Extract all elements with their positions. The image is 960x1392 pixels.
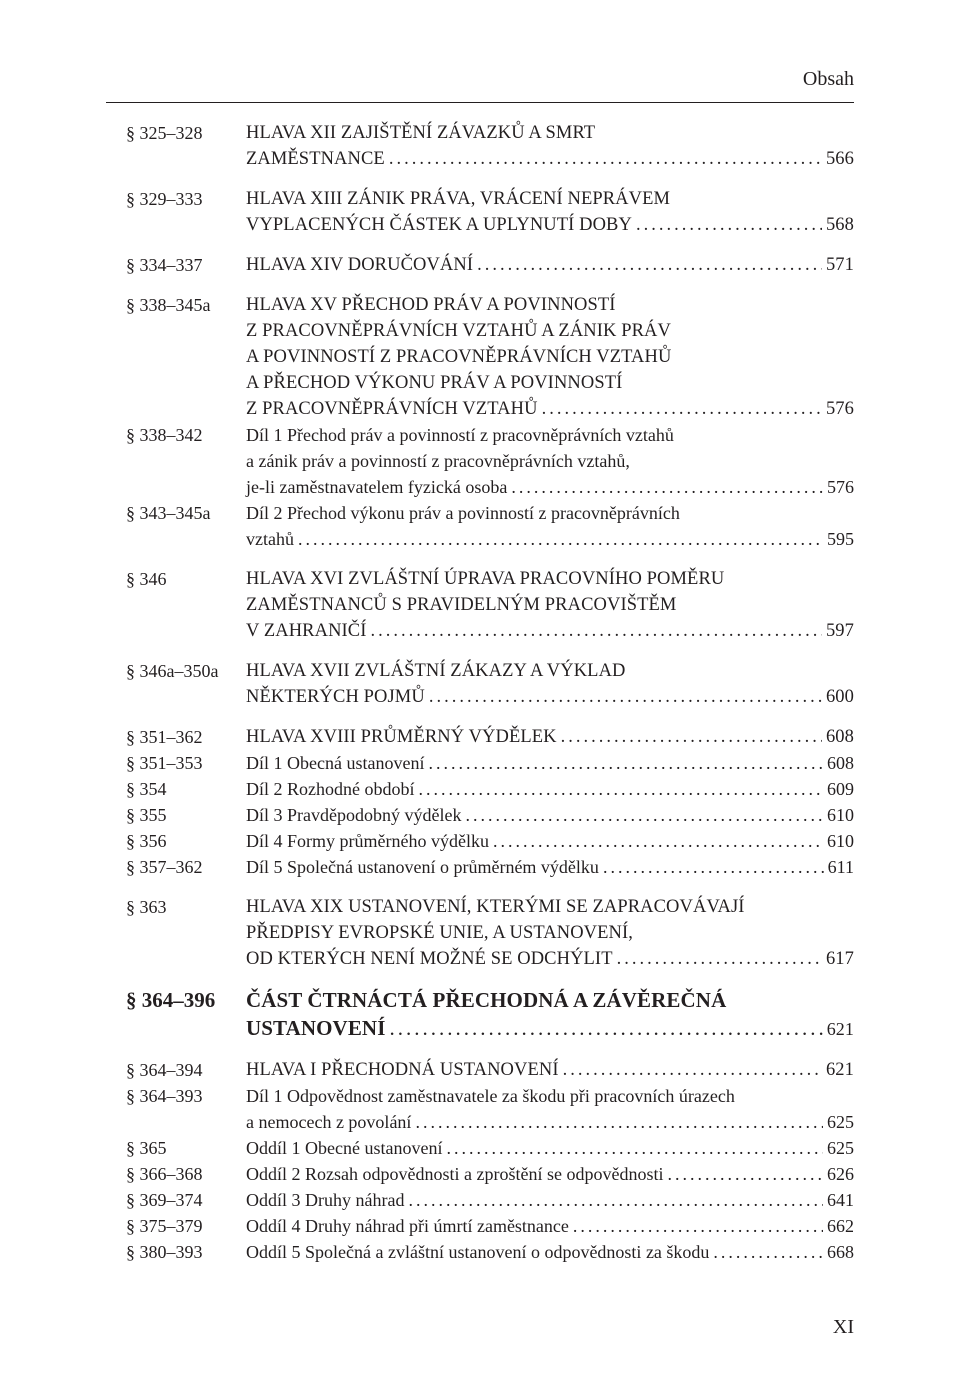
toc-entry[interactable] [126, 986, 854, 1043]
dot-leader [603, 854, 824, 880]
dot-leader [667, 1161, 823, 1187]
entry-title-line: ZAMĚSTNANCE [246, 149, 385, 169]
entry-page-number: 668 [827, 1242, 854, 1262]
toc-entry[interactable] [126, 1239, 854, 1265]
section-range: § 363 [126, 897, 167, 917]
section-range: § 369–374 [126, 1190, 203, 1210]
section-range: § 329–333 [126, 189, 203, 209]
section-range: § 338–342 [126, 425, 203, 445]
entry-page-number: 568 [825, 215, 854, 235]
entry-title-line: HLAVA XVII ZVLÁŠTNÍ ZÁKAZY A VÝKLAD [246, 661, 626, 681]
dot-leader [573, 1213, 823, 1239]
section-range: § 365 [126, 1138, 167, 1158]
dot-leader [371, 618, 822, 644]
section-range: § 343–345a [126, 503, 211, 523]
section-range: § 351–353 [126, 753, 203, 773]
entry-title-line: HLAVA XV PŘECHOD PRÁV A POVINNOSTÍ [246, 295, 616, 315]
dot-leader [493, 828, 823, 854]
section-range: § 325–328 [126, 123, 203, 143]
toc-entry[interactable] [126, 1083, 854, 1135]
table-of-contents [126, 120, 854, 1279]
entry-title-line: VYPLACENÝCH ČÁSTEK A UPLYNUTÍ DOBY [246, 215, 632, 235]
entry-page-number: 576 [825, 399, 854, 419]
entry-page-number: 597 [825, 621, 854, 641]
entry-title-line: HLAVA XIX USTANOVENÍ, KTERÝMI SE ZAPRACOVÁVAJÍ [246, 897, 745, 917]
entry-title-line: Díl 1 Přechod práv a povinností z pracovněprávních vztahů [246, 425, 674, 445]
toc-entry[interactable] [126, 252, 854, 278]
dot-leader [428, 750, 823, 776]
entry-page-number: 611 [827, 857, 854, 877]
toc-entry[interactable] [126, 292, 854, 422]
toc-entry[interactable] [126, 750, 854, 776]
entry-page-number: 610 [827, 831, 854, 851]
entry-title-line: Díl 4 Formy průměrného výdělku [246, 831, 489, 851]
entry-page-number: 576 [827, 477, 854, 497]
entry-title-line: vztahů [246, 529, 294, 549]
section-range: § 346 [126, 569, 167, 589]
entry-title-line: OD KTERÝCH NENÍ MOŽNÉ SE ODCHÝLIT [246, 949, 613, 969]
entry-title-line: PŘEDPISY EVROPSKÉ UNIE, A USTANOVENÍ, [246, 923, 633, 943]
dot-leader [446, 1135, 823, 1161]
section-range: § 375–379 [126, 1216, 203, 1236]
entry-page-number: 600 [825, 687, 854, 707]
section-range: § 364–396 [126, 988, 216, 1012]
entry-title-line: A PŘECHOD VÝKONU PRÁV A POVINNOSTÍ [246, 373, 623, 393]
entry-title-line: ČÁST ČTRNÁCTÁ PŘECHODNÁ A ZÁVĚREČNÁ [246, 988, 727, 1012]
toc-entry[interactable] [126, 186, 854, 238]
entry-title-line: Díl 1 Odpovědnost zaměstnavatele za škodu při pracovních úrazech [246, 1086, 735, 1106]
dot-leader [408, 1187, 823, 1213]
dot-leader [563, 1057, 822, 1083]
section-range: § 355 [126, 805, 167, 825]
section-range: § 364–394 [126, 1060, 203, 1080]
toc-entry[interactable] [126, 776, 854, 802]
toc-entry[interactable] [126, 120, 854, 172]
dot-leader [298, 526, 823, 552]
entry-page-number: 625 [827, 1138, 854, 1158]
dot-leader [429, 684, 822, 710]
entry-page-number: 626 [827, 1164, 854, 1184]
section-range: § 356 [126, 831, 167, 851]
entry-title-line: Oddíl 3 Druhy náhrad [246, 1190, 405, 1210]
toc-entry[interactable] [126, 802, 854, 828]
dot-leader [511, 474, 823, 500]
toc-entry[interactable] [126, 422, 854, 500]
section-range: § 357–362 [126, 857, 203, 877]
entry-title-line: HLAVA XVI ZVLÁŠTNÍ ÚPRAVA PRACOVNÍHO POMĚRU [246, 569, 725, 589]
dot-leader [477, 252, 822, 278]
entry-title-line: a zánik práv a povinností z pracovněprávních vztahů, [246, 451, 630, 471]
running-header: Obsah [802, 68, 854, 90]
toc-entry[interactable] [126, 894, 854, 972]
toc-entry[interactable] [126, 566, 854, 644]
toc-entry[interactable] [126, 828, 854, 854]
toc-entry[interactable] [126, 500, 854, 552]
entry-title-line: Díl 1 Obecná ustanovení [246, 753, 425, 773]
entry-title-line: HLAVA XII ZAJIŠTĚNÍ ZÁVAZKŮ A SMRT [246, 123, 596, 143]
section-range: § 366–368 [126, 1164, 203, 1184]
entry-page-number: 625 [827, 1112, 854, 1132]
header-rule [106, 102, 854, 103]
dot-leader [389, 1014, 822, 1042]
toc-entry[interactable] [126, 854, 854, 880]
entry-title-line: HLAVA I PŘECHODNÁ USTANOVENÍ [246, 1060, 559, 1080]
entry-title-line: Díl 2 Přechod výkonu práv a povinností z pracovněprávních [246, 503, 680, 523]
section-range: § 338–345a [126, 295, 211, 315]
entry-title-line: Oddíl 5 Společná a zvláštní ustanovení o odpovědnosti za škodu [246, 1242, 710, 1262]
entry-page-number: 571 [825, 255, 854, 275]
toc-entry[interactable] [126, 1161, 854, 1187]
section-range: § 351–362 [126, 727, 203, 747]
entry-page-number: 617 [825, 949, 854, 969]
toc-entry[interactable] [126, 1057, 854, 1083]
entry-title-line: HLAVA XVIII PRŮMĚRNÝ VÝDĚLEK [246, 727, 557, 747]
entry-page-number: 621 [826, 1019, 854, 1039]
section-range: § 334–337 [126, 255, 203, 275]
dot-leader [415, 1109, 823, 1135]
entry-page-number: 662 [827, 1216, 854, 1236]
dot-leader [713, 1239, 823, 1265]
entry-page-number: 621 [825, 1060, 854, 1080]
dot-leader [617, 946, 822, 972]
entry-title-line: ZAMĚSTNANCŮ S PRAVIDELNÝM PRACOVIŠTĚM [246, 595, 677, 615]
entry-title-line: je-li zaměstnavatelem fyzická osoba [246, 477, 508, 497]
toc-entry[interactable] [126, 1213, 854, 1239]
entry-title-line: HLAVA XIV DORUČOVÁNÍ [246, 255, 474, 275]
entry-title-line: Díl 5 Společná ustanovení o průměrném výdělku [246, 857, 599, 877]
entry-title-line: Oddíl 1 Obecné ustanovení [246, 1138, 443, 1158]
entry-page-number: 595 [827, 529, 854, 549]
entry-page-number: 610 [827, 805, 854, 825]
toc-entry[interactable] [126, 724, 854, 750]
dot-leader [561, 724, 822, 750]
toc-entry[interactable] [126, 1187, 854, 1213]
dot-leader [542, 396, 822, 422]
entry-page-number: 609 [827, 779, 854, 799]
entry-title-line: USTANOVENÍ [246, 1016, 386, 1040]
entry-title-line: Oddíl 4 Druhy náhrad při úmrtí zaměstnance [246, 1216, 569, 1236]
entry-title-line: Díl 3 Pravděpodobný výdělek [246, 805, 462, 825]
section-range: § 346a–350a [126, 661, 219, 681]
entry-title-line: V ZAHRANIČÍ [246, 621, 367, 641]
section-range: § 380–393 [126, 1242, 203, 1262]
entry-title-line: a nemocech z povolání [246, 1112, 412, 1132]
entry-page-number: 608 [827, 753, 854, 773]
dot-leader [389, 146, 822, 172]
entry-title-line: A POVINNOSTÍ Z PRACOVNĚPRÁVNÍCH VZTAHŮ [246, 347, 672, 367]
dot-leader [465, 802, 823, 828]
entry-page-number: 566 [825, 149, 854, 169]
section-range: § 364–393 [126, 1086, 203, 1106]
entry-title-line: HLAVA XIII ZÁNIK PRÁVA, VRÁCENÍ NEPRÁVEM [246, 189, 671, 209]
page-number: XI [832, 1316, 854, 1338]
entry-title-line: Díl 2 Rozhodné období [246, 779, 415, 799]
entry-title-line: Z PRACOVNĚPRÁVNÍCH VZTAHŮ [246, 399, 538, 419]
toc-entry[interactable] [126, 658, 854, 710]
dot-leader [636, 212, 822, 238]
entry-page-number: 608 [825, 727, 854, 747]
entry-page-number: 641 [827, 1190, 854, 1210]
toc-entry[interactable] [126, 1135, 854, 1161]
dot-leader [419, 776, 824, 802]
section-range: § 354 [126, 779, 167, 799]
entry-title-line: Z PRACOVNĚPRÁVNÍCH VZTAHŮ A ZÁNIK PRÁV [246, 321, 671, 341]
entry-title-line: NĚKTERÝCH POJMŮ [246, 687, 425, 707]
entry-title-line: Oddíl 2 Rozsah odpovědnosti a zproštění se odpovědnosti [246, 1164, 664, 1184]
